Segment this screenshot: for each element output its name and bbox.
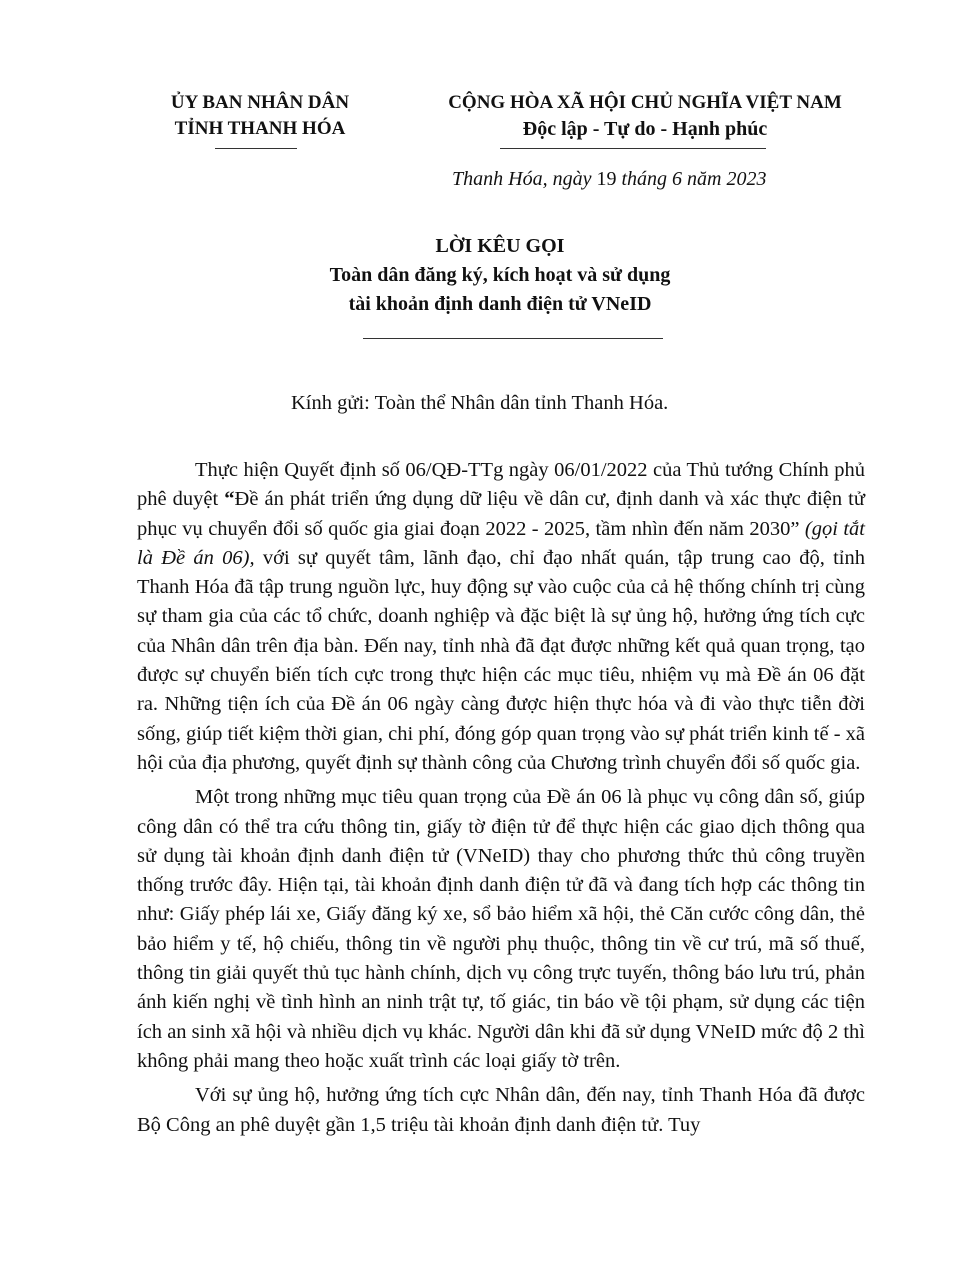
date-prefix: Thanh Hóa, ngày: [452, 168, 592, 190]
title-underline: [363, 338, 663, 339]
document-title: [160, 232, 840, 319]
title-line-3: tài khoản định danh điện tử VNeID: [348, 293, 652, 315]
national-name: CỘNG HÒA XÃ HỘI CHỦ NGHĨA VIỆT NAM: [448, 92, 842, 113]
title-line-2: Toàn dân đăng ký, kích hoạt và sử dụng: [329, 264, 671, 286]
authority-underline: [215, 148, 297, 149]
motto-underline: [500, 148, 766, 149]
title-line-1: LỜI KÊU GỌI: [435, 235, 565, 257]
date-line: [452, 168, 766, 191]
authority-line-2: TỈNH THANH HÓA: [174, 118, 346, 139]
salutation: Kính gửi: Toàn thể Nhân dân tỉnh Thanh Hóa.: [291, 392, 669, 414]
body-paragraph-3: Với sự ủng hộ, hưởng ứng tích cực Nhân dân, đến nay, tỉnh Thanh Hóa đã được Bộ Công an phê duyệt gần 1,5 triệu tài khoản định danh điện tử. Tuy: [137, 1084, 865, 1136]
date-day: 19: [596, 168, 617, 190]
document-body: [137, 456, 865, 1145]
issuing-authority: [140, 90, 380, 142]
national-motto: Độc lập - Tự do - Hạnh phúc: [522, 118, 768, 140]
date-suffix: tháng 6 năm 2023: [621, 168, 767, 190]
national-header: [400, 90, 890, 142]
authority-line-1: ỦY BAN NHÂN DÂN: [170, 92, 350, 113]
body-paragraph-1: Thực hiện Quyết định số 06/QĐ-TTg ngày 06/01/2022 của Thủ tướng Chính phủ phê duyệt “Đề án phát triển ứng dụng dữ liệu về dân cư, định danh và xác thực điện tử phục vụ chuyển đổi số quốc gia giai đoạn 2022 - 2025, tầm nhìn đến năm 2030” (gọi tắt là Đề án 06), với sự quyết tâm, lãnh đạo, chỉ đạo nhất quán, tập trung cao độ, tỉnh Thanh Hóa đã tập trung nguồn lực, huy động sự vào cuộc của cả hệ thống chính trị cùng sự tham gia của các tổ chức, doanh nghiệp và đặc biệt là sự ủng hộ, hưởng ứng tích cực của Nhân dân trên địa bàn. Đến nay, tỉnh nhà đã đạt được những kết quả quan trọng, tạo được sự chuyển biến tích cực trong thực hiện các mục tiêu, nhiệm vụ mà Đề án 06 đặt ra. Những tiện ích của Đề án 06 ngày càng được hiện thực hóa và đi vào thực tiễn đời sống, giúp tiết kiệm thời gian, chi phí, đóng góp quan trọng vào sự phát triển kinh tế - xã hội của địa phương, quyết định sự thành công của Chương trình chuyển đổi số quốc gia.: [137, 459, 865, 774]
body-paragraph-2: Một trong những mục tiêu quan trọng của Đề án 06 là phục vụ công dân số, giúp công dân có thể tra cứu thông tin, giấy tờ điện tử để thực hiện các giao dịch thông qua sử dụng tài khoản định danh điện tử (VNeID) thay cho phương thức thủ công truyền thống trước đây. Hiện tại, tài khoản định danh điện tử đã và đang tích hợp các thông tin như: Giấy phép lái xe, Giấy đăng ký xe, sổ bảo hiểm xã hội, thẻ Căn cước công dân, thẻ bảo hiểm y tế, hộ chiếu, thông tin về người phụ thuộc, thông tin về cư trú, mã số thuế, thông tin giải quyết thủ tục hành chính, dịch vụ công trực tuyến, thông báo lưu trú, phản ánh kiến nghị về tình hình an ninh trật tự, tố giác, tin báo về tội phạm, sử dụng các tiện ích an sinh xã hội và nhiều dịch vụ khác. Người dân khi đã sử dụng VNeID mức độ 2 thì không phải mang theo hoặc xuất trình các loại giấy tờ trên.: [137, 786, 865, 1072]
